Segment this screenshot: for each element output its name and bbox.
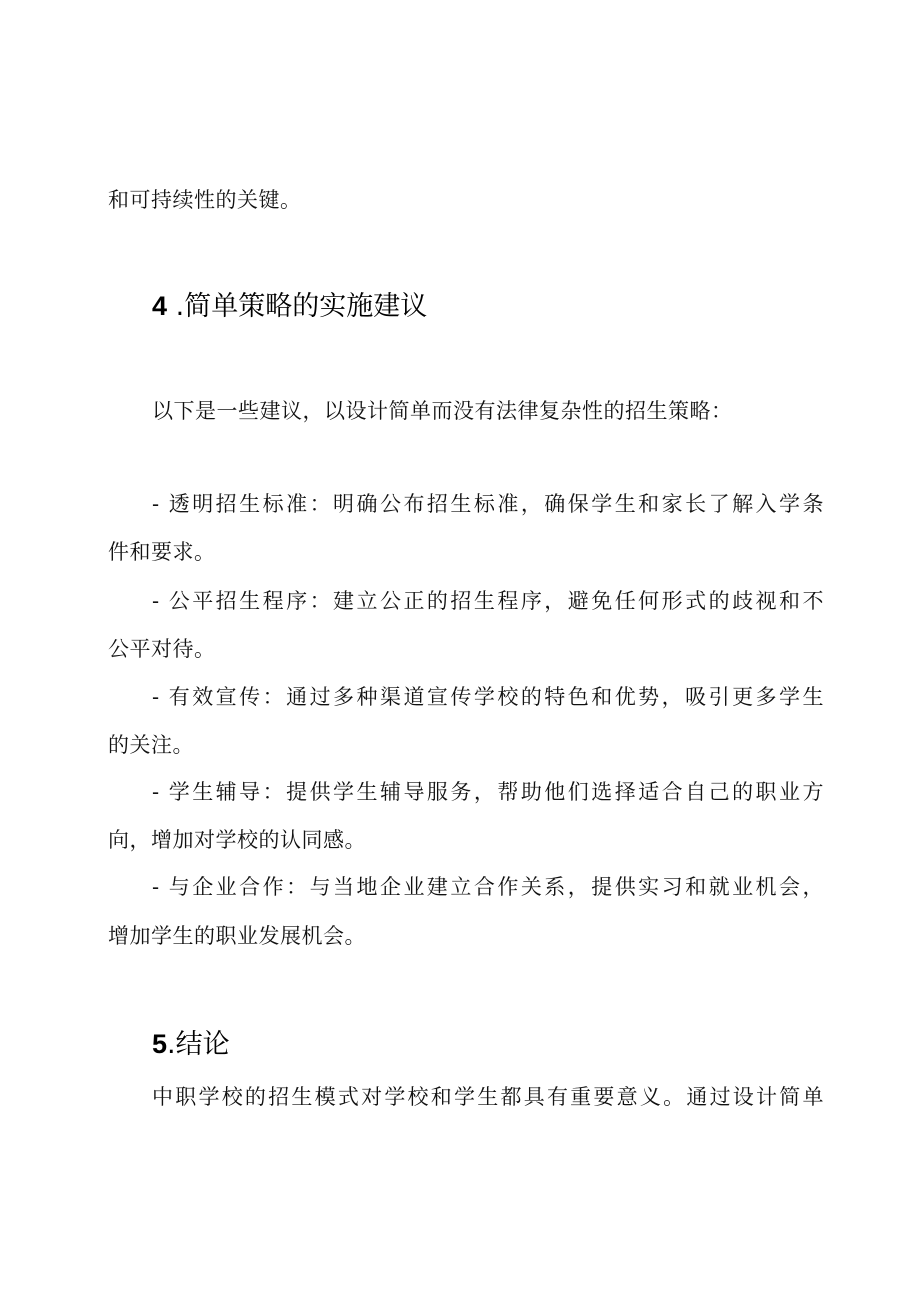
- list-item-5-line-1: - 与企业合作：与当地企业建立合作关系，提供实习和就业机会，: [152, 875, 824, 899]
- list-item-2-line-1: - 公平招生程序：建立公正的招生程序，避免任何形式的歧视和不: [152, 589, 824, 613]
- section-4-title: .简单策略的实施建议: [175, 291, 428, 322]
- continuation-text: 和可持续性的关键。: [108, 188, 302, 212]
- list-item-5-line-2: 增加学生的职业发展机会。: [108, 924, 366, 948]
- section-4-intro: 以下是一些建议，以设计简单而没有法律复杂性的招生策略：: [152, 399, 733, 423]
- section-5-number: 5: [152, 1029, 168, 1059]
- list-item-2-line-2: 公平对待。: [108, 637, 216, 661]
- section-4-number: 4: [152, 291, 168, 321]
- list-item-3-line-1: - 有效宣传：通过多种渠道宣传学校的特色和优势，吸引更多学生: [152, 685, 824, 709]
- list-item-3-line-2: 的关注。: [108, 733, 194, 757]
- section-5-title: .结论: [167, 1029, 230, 1060]
- section-5-body: 中职学校的招生模式对学校和学生都具有重要意义。通过设计简单: [152, 1085, 824, 1109]
- section-5-heading: [152, 1027, 230, 1062]
- list-item-1-line-1: - 透明招生标准：明确公布招生标准，确保学生和家长了解入学条: [152, 492, 824, 516]
- list-item-4-line-2: 向，增加对学校的认同感。: [108, 828, 366, 852]
- list-item-4-line-1: - 学生辅导：提供学生辅导服务，帮助他们选择适合自己的职业方: [152, 780, 824, 804]
- list-item-1-line-2: 件和要求。: [108, 540, 216, 564]
- section-4-heading: [152, 289, 427, 324]
